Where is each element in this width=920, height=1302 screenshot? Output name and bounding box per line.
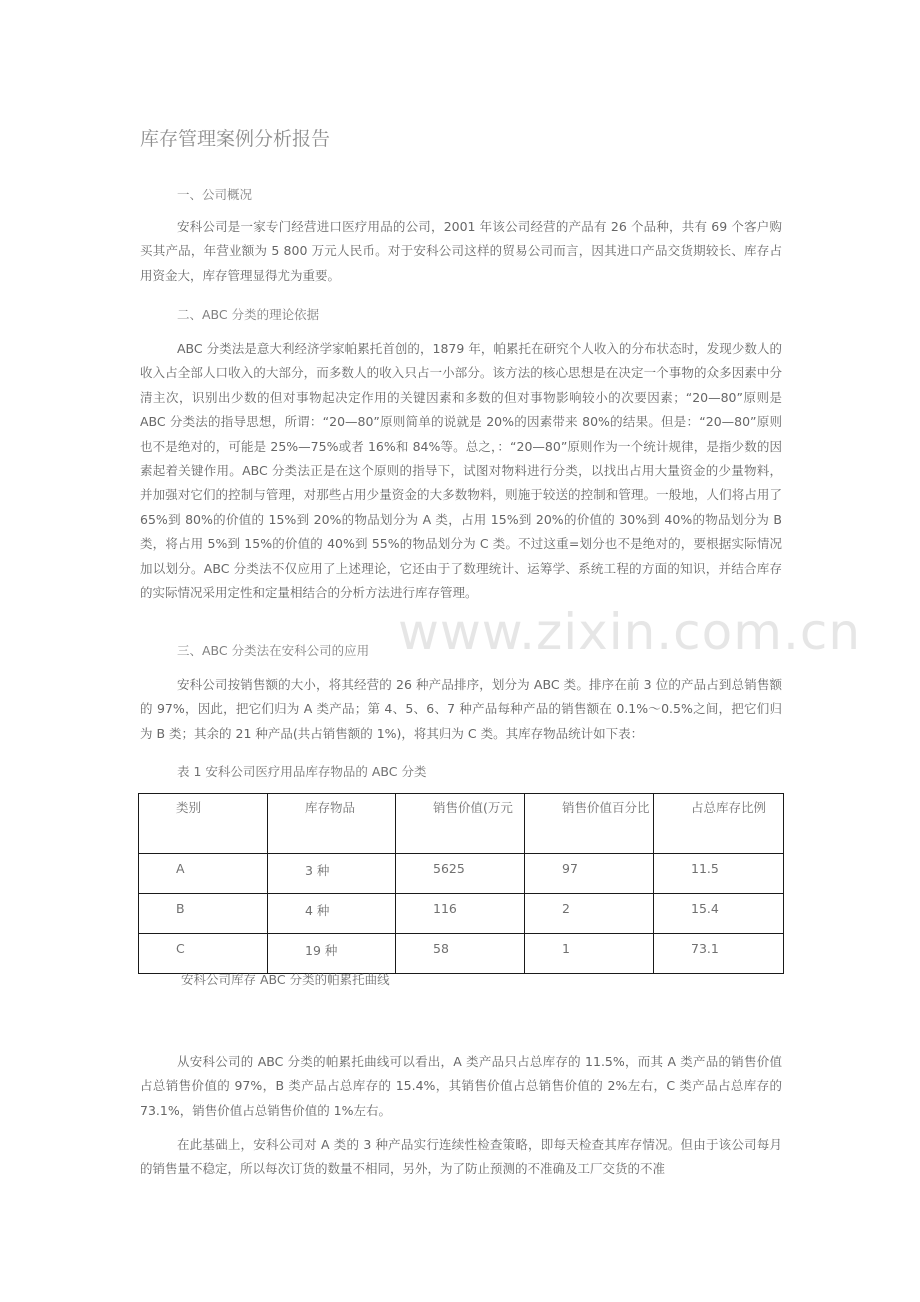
table-cell: 5625 <box>396 854 525 894</box>
paragraph-company-overview: 安科公司是一家专门经营进口医疗用品的公司，2001 年该公司经营的产品有 26 个品种，共有 69 个客户购买其产品，年营业额为 5 800 万元人民币。对于安科公司这样的贸易公司而言，因其进口产品交货期较长、库存占用资金大，库存管理显得尤为重要。 <box>140 219 782 283</box>
table-cell: 3 种 <box>268 854 396 894</box>
table-row <box>139 894 784 934</box>
pareto-chart-caption: 安科公司库存 ABC 分类的帕累托曲线 <box>181 972 390 987</box>
document-title: 库存管理案例分析报告 <box>140 128 331 150</box>
table-cell: 15.4 <box>654 894 784 934</box>
paragraph-inventory-strategy: 在此基础上，安科公司对 A 类的 3 种产品实行连续性检查策略，即每天检查其库存情况。但由于该公司每月的销售量不稳定，所以每次订货的数量不相同，另外，为了防止预测的不准确及工厂交货的不准 <box>140 1137 782 1177</box>
section-heading-abc-application: 三、ABC 分类法在安科公司的应用 <box>177 643 370 658</box>
table-cell: 1 <box>525 934 654 974</box>
paragraph-pareto-analysis: 从安科公司的 ABC 分类的帕累托曲线可以看出，A 类产品只占总库存的 11.5%，而其 A 类产品的销售价值占总销售价值的 97%，B 类产品占总库存的 15.4%，其销售价值占总销售价值的 2%左右，C 类产品占总库存的 73.1%，销售价值占总销售价值的 1%左右。 <box>140 1054 782 1118</box>
abc-classification-table <box>138 793 784 974</box>
header-cell: 类别 <box>139 794 268 854</box>
table-cell: 97 <box>525 854 654 894</box>
watermark: www.zixin.com.cn <box>398 603 862 661</box>
table-cell: C <box>139 934 268 974</box>
table-cell: 58 <box>396 934 525 974</box>
header-cell: 销售价值(万元 <box>396 794 525 854</box>
table-header-row <box>139 794 784 854</box>
table-cell: B <box>139 894 268 934</box>
paragraph-abc-theory: ABC 分类法是意大利经济学家帕累托首创的，1879 年，帕累托在研究个人收入的分布状态时，发现少数人的收入占全部人口收入的大部分，而多数人的收入只占一小部分。该方法的核心思想是在决定一个事物的众多因素中分清主次，识别出少数的但对事物起决定作用的关键因素和多数的但对事物影响较小的次要因素；“20—80”原则是 ABC 分类法的指导思想，所谓：“20—80”原则简单的说就是 20%的因素带来 80%的结果。但是：“20—80”原则也不是绝对的，可能是 25%—75%或者 16%和 84%等。总之，：“20—80”原则作为一个统计规律，是指少数的因素起着关键作用。ABC 分类法正是在这个原则的指导下，试图对物料进行分类，以找出占用大量资金的少量物料，并加强对它们的控制与管理，对那些占用少量资金的大多数物料，则施于较送的控制和管理。一般地，人们将占用了 65%到 80%的价值的 15%到 20%的物品划分为 A 类，占用 15%到 20%的价值的 30%到 40%的物品划分为 B 类，将占用 5%到 15%的价值的 40%到 55%的物品划分为 C 类。不过这重=划分也不是绝对的，要根据实际情况加以划分。ABC 分类法不仅应用了上述理论，它还由于了数理统计、运筹学、系统工程的方面的知识，并结合库存的实际情况采用定性和定量相结合的分析方法进行库存管理。 <box>140 341 782 601</box>
table-cell: 116 <box>396 894 525 934</box>
table-cell: 4 种 <box>268 894 396 934</box>
table-cell: A <box>139 854 268 894</box>
table-caption: 表 1 安科公司医疗用品库存物品的 ABC 分类 <box>177 764 427 779</box>
table-cell: 73.1 <box>654 934 784 974</box>
section-heading-abc-theory: 二、ABC 分类的理论依据 <box>177 307 320 322</box>
header-cell <box>525 794 654 854</box>
section-heading-company-overview: 一、公司概况 <box>177 187 253 202</box>
table-row <box>139 854 784 894</box>
table-cell: 19 种 <box>268 934 396 974</box>
header-cell: 库存物品 <box>268 794 396 854</box>
header-cell: 占总库存比例 <box>654 794 784 854</box>
table-row <box>139 934 784 974</box>
header-cell-text: 销售价值百分比 <box>562 800 650 815</box>
table-cell: 2 <box>525 894 654 934</box>
paragraph-abc-application: 安科公司按销售额的大小，将其经营的 26 种产品排序，划分为 ABC 类。排序在前 3 位的产品占到总销售额的 97%，因此，把它们归为 A 类产品；第 4、5、6、7 种产品每种产品的销售额在 0.1%～0.5%之间，把它们归为 B 类；其余的 21 种产品(共占销售额的 1%)，将其归为 C 类。其库存物品统计如下表： <box>140 677 782 741</box>
table-cell: 11.5 <box>654 854 784 894</box>
